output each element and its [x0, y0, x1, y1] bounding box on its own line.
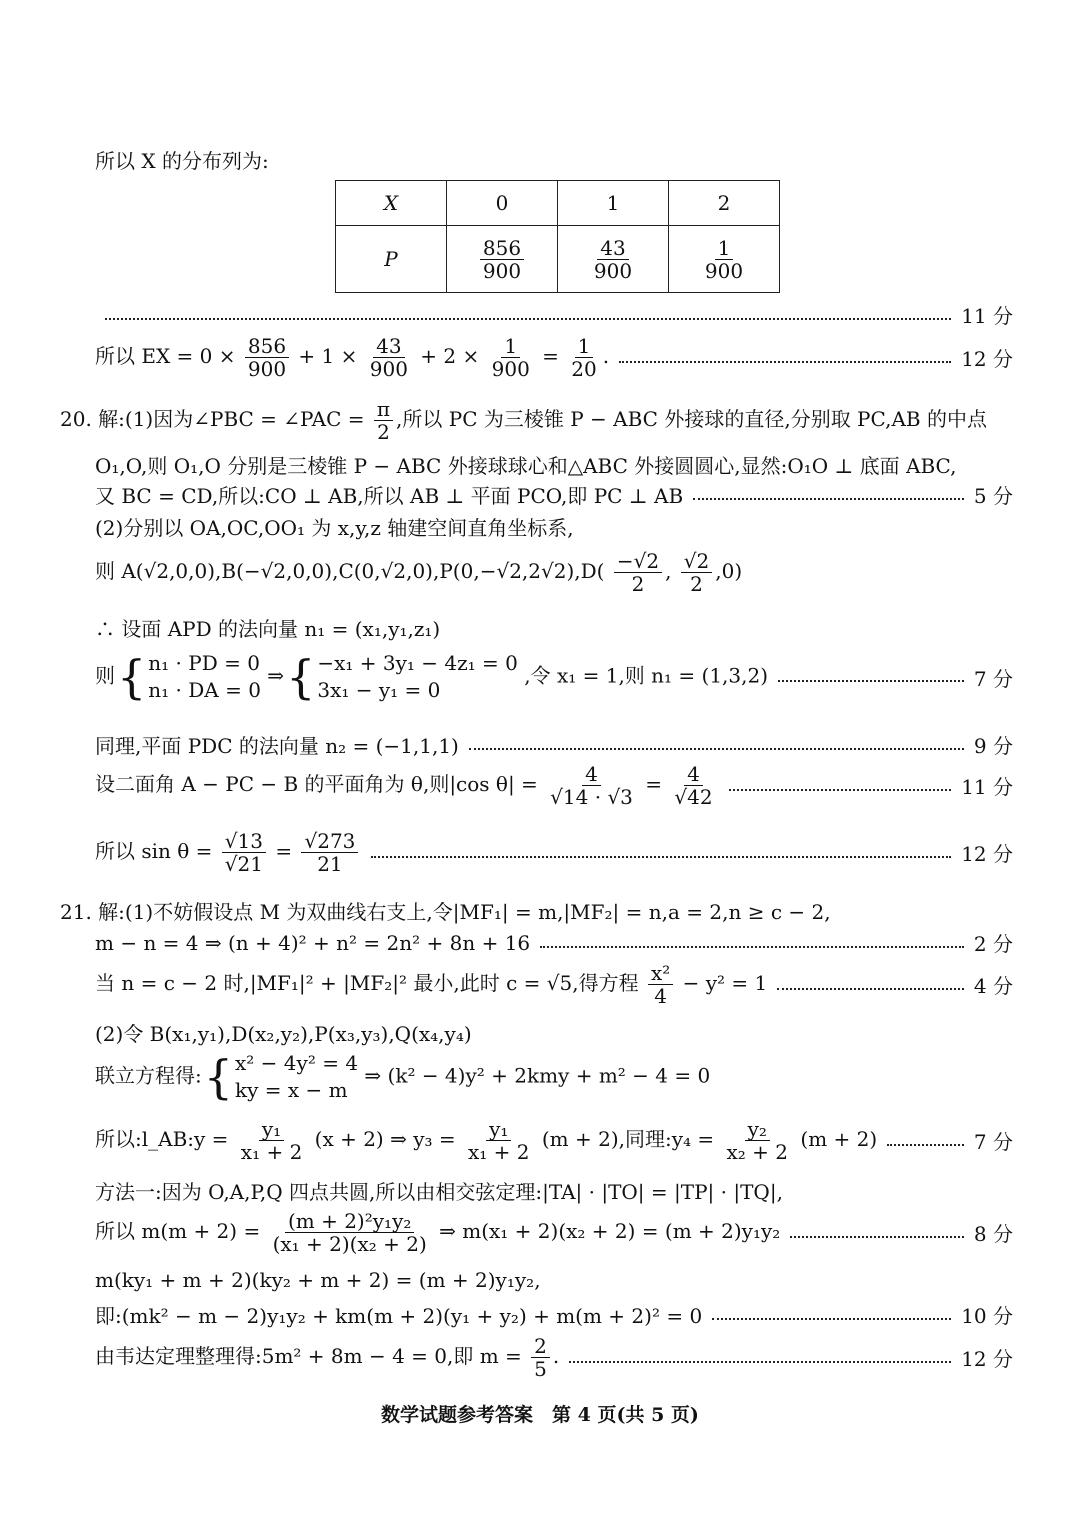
fraction — [270, 1210, 430, 1255]
q21-line-9 — [95, 1268, 1013, 1292]
denominator: 2 — [377, 420, 390, 444]
q21-line-3 — [95, 962, 1013, 1007]
text-segment: ,所以 PC 为三棱锥 P − ABC 外接球的直径,分别取 PC,AB 的中点 — [396, 407, 987, 431]
score-label: 9 分 — [973, 734, 1013, 758]
text-segment: ∴ 设面 APD 的法向量 n₁ = (x₁,y₁,z₁) — [95, 617, 441, 641]
text-segment: 21. 解:(1)不妨假设点 M 为双曲线右支上,令|MF₁| = m,|MF₂| = n,a = 2,n ≥ c − 2, — [60, 900, 831, 924]
q20-line-2 — [95, 450, 1013, 479]
score-label: 4 分 — [973, 974, 1013, 998]
equation-system — [235, 1050, 358, 1104]
fraction — [531, 1335, 550, 1380]
fraction — [238, 1118, 306, 1163]
text-segment: ⇒ (k² − 4)y² + 2kmy + m² − 4 = 0 — [364, 1063, 711, 1088]
denominator: 900 — [369, 357, 408, 381]
table-cell: 2 — [669, 181, 780, 226]
score-label: 7 分 — [973, 666, 1013, 691]
text-segment: 联立方程得: — [95, 1063, 202, 1088]
page-footer: 数学试题参考答案 第 4 页(共 5 页) — [381, 1404, 699, 1426]
table-cell — [669, 226, 780, 293]
leader-dots — [469, 748, 964, 750]
leader-dots — [619, 361, 951, 363]
denominator: √42 — [674, 785, 713, 809]
leader-dots — [712, 1318, 951, 1320]
numerator: 4 — [684, 763, 703, 786]
text-segment: 由韦达定理整理得:5m² + 8m − 4 = 0,即 m = — [95, 1344, 522, 1368]
denominator: (x₁ + 2)(x₂ + 2) — [272, 1232, 427, 1256]
vieta-eq — [95, 1335, 559, 1380]
text-segment: ,令 x₁ = 1,则 n₁ = (1,3,2) — [524, 663, 769, 688]
leader-dots — [887, 1144, 964, 1146]
q20-line-1 — [60, 398, 1013, 443]
fraction — [480, 237, 524, 282]
q20-line-4 — [95, 512, 1013, 541]
line-eq — [95, 1118, 877, 1163]
text-segment: 即:(mk² − m − 2)y₁y₂ + km(m + 2)(y₁ + y₂) + m(m + 2)² = 0 — [95, 1304, 703, 1328]
fraction — [681, 550, 712, 595]
text-segment: 则 A(√2,0,0),B(−√2,0,0),C(0,√2,0),P(0,−√2,2√2),D( — [95, 559, 605, 583]
numerator: 856 — [245, 335, 289, 358]
leader-dots — [105, 318, 951, 320]
leader-dots — [790, 1236, 964, 1238]
text-segment: = — [645, 772, 663, 796]
text-segment: 又 BC = CD,所以:CO ⊥ AB,所以 AB ⊥ 平面 PCO,即 PC ⊥ AB — [95, 484, 684, 508]
text-segment: m(ky₁ + m + 2)(ky₂ + m + 2) = (m + 2)y₁y₂, — [95, 1268, 541, 1292]
fraction — [489, 335, 533, 380]
q20-line-6 — [95, 613, 1013, 642]
ex-term: = — [542, 344, 559, 368]
numerator: y₁ — [259, 1118, 284, 1141]
text-segment: 所以:l_AB:y = — [95, 1127, 229, 1151]
text-segment: (2)分别以 OA,OC,OO₁ 为 x,y,z 轴建空间直角坐标系, — [95, 516, 574, 540]
table-cell: 0 — [447, 181, 558, 226]
numerator: √273 — [301, 830, 358, 853]
denominator: 2 — [631, 572, 645, 596]
leader-dots — [371, 856, 951, 858]
q20-line-5 — [95, 550, 1013, 595]
denominator: √21 — [224, 852, 263, 876]
sin-formula — [95, 830, 361, 875]
denominator: x₂ + 2 — [726, 1140, 789, 1164]
q21-line-11 — [95, 1335, 1013, 1380]
numerator: π — [374, 398, 393, 421]
intro-text: 所以 X 的分布列为: — [95, 149, 269, 173]
text-segment: = — [275, 839, 293, 863]
text-segment: 20. 解:(1)因为∠PBC = ∠PAC = — [60, 407, 365, 431]
chord-eq — [95, 1210, 780, 1255]
text-segment: ⇒ — [267, 663, 285, 688]
numerator: 1 — [715, 237, 734, 260]
fraction — [591, 237, 635, 282]
q21-line-7 — [95, 1176, 1013, 1205]
fraction — [374, 398, 393, 443]
leader-dots — [693, 498, 964, 500]
numerator: 2 — [531, 1335, 550, 1358]
coords: 则 A(√2,0,0),B(−√2,0,0),C(0,√2,0),P(0,−√2,2√2),D( $\frac{-√2}{2}$ , $\frac{√2}{2}$ ,0) — [95, 549, 743, 596]
fraction — [648, 962, 673, 1007]
fraction — [724, 1118, 792, 1163]
fraction — [568, 335, 599, 380]
leader-dots — [778, 680, 964, 682]
text-segment: 方法一:因为 O,A,P,Q 四点共圆,所以由相交弦定理:|TA| · |TO| = |TP| · |TQ|, — [95, 1180, 783, 1204]
text-segment: − y² = 1 — [682, 971, 768, 995]
fraction — [465, 1118, 533, 1163]
leader-dots — [569, 1361, 951, 1363]
fraction — [671, 763, 715, 808]
numerator: 856 — [480, 237, 524, 260]
text-segment: (m + 2) — [800, 1127, 878, 1151]
equation: n₁ · PD = 0 — [148, 651, 260, 675]
score-label: 11 分 — [961, 775, 1013, 799]
fraction — [301, 830, 358, 875]
text-segment: (x + 2) ⇒ y₃ = — [314, 1127, 456, 1151]
denominator: 900 — [247, 357, 287, 381]
q21-line-6 — [95, 1118, 1013, 1163]
denominator: 21 — [317, 852, 343, 876]
denominator: x₁ + 2 — [468, 1140, 530, 1164]
numerator: y₂ — [745, 1118, 770, 1141]
table-cell — [447, 226, 558, 293]
q21-line-8 — [95, 1210, 1013, 1255]
fraction — [245, 335, 289, 380]
ex-term: + 2 × — [420, 344, 480, 368]
joint-equations — [95, 1050, 710, 1104]
score-label: 8 分 — [973, 1222, 1013, 1246]
q20-text — [60, 398, 987, 443]
hyperbola-eq — [95, 962, 767, 1007]
equation: −x₁ + 3y₁ − 4z₁ = 0 — [317, 651, 518, 675]
denominator: 4 — [654, 984, 667, 1008]
text-segment: (2)令 B(x₁,y₁),D(x₂,y₂),P(x₃,y₃),Q(x₄,y₄) — [95, 1022, 472, 1046]
text-segment: 则 — [95, 663, 115, 688]
left-brace: { — [286, 650, 316, 704]
text-segment: 当 n = c − 2 时,|MF₁|² + |MF₂|² 最小,此时 c = √5,得方程 — [95, 971, 639, 995]
score-label: 2 分 — [973, 932, 1013, 956]
numerator: 43 — [373, 335, 404, 358]
denominator: 900 — [482, 258, 522, 283]
ex-formula — [95, 335, 609, 380]
left-brace: { — [117, 650, 147, 704]
q20-line-7 — [95, 650, 1013, 704]
q21-line-5 — [95, 1050, 1013, 1104]
text-segment: . — [552, 1344, 560, 1368]
text-segment: 所以 m(m + 2) = — [95, 1219, 261, 1243]
leader-dots — [540, 946, 964, 948]
numerator: 4 — [582, 763, 601, 786]
text-segment: m − n = 4 ⇒ (n + 4)² + n² = 2n² + 8n + 16 — [95, 930, 531, 955]
score-label: 12 分 — [961, 842, 1013, 866]
score-line — [105, 300, 1013, 329]
ex-line — [95, 335, 1013, 380]
text-segment: 所以 sin θ = — [95, 839, 213, 863]
score-label: 5 分 — [973, 484, 1013, 508]
text-segment: ,0) — [715, 559, 743, 583]
q21-line-2 — [95, 928, 1013, 957]
denominator: 900 — [704, 258, 744, 283]
denominator: x₁ + 2 — [240, 1140, 303, 1164]
system-equations — [95, 650, 768, 704]
q21-line-1 — [60, 896, 1013, 925]
equation: x² − 4y² = 4 — [235, 1051, 359, 1075]
denominator: 900 — [593, 258, 633, 283]
fraction — [702, 237, 746, 282]
text-segment: ⇒ m(x₁ + 2)(x₂ + 2) = (m + 2)y₁y₂ — [439, 1219, 781, 1243]
ex-term: + 1 × — [298, 344, 358, 368]
equation: ky = x − m — [235, 1078, 348, 1102]
table-cell — [558, 226, 669, 293]
text-segment: 设二面角 A − PC − B 的平面角为 θ,则|cos θ| = — [95, 772, 538, 796]
denominator: 20 — [571, 357, 597, 381]
text-segment: (m + 2),同理:y₄ = — [541, 1127, 715, 1151]
table-cell: 1 — [558, 181, 669, 226]
equation: n₁ · DA = 0 — [148, 678, 261, 702]
denominator: 5 — [534, 1357, 547, 1381]
numerator: √13 — [222, 830, 266, 853]
fraction — [547, 763, 636, 808]
equation: 3x₁ − y₁ = 0 — [317, 678, 441, 702]
numerator: 1 — [501, 335, 520, 358]
leader-dots — [777, 988, 964, 990]
denominator: 900 — [491, 357, 530, 381]
denominator: 2 — [690, 572, 703, 596]
numerator: √2 — [681, 550, 712, 573]
table-cell: P — [336, 226, 447, 293]
intro-line — [95, 145, 1013, 174]
numerator: (m + 2)²y₁y₂ — [285, 1210, 414, 1233]
numerator: x² — [648, 962, 673, 985]
leader-dots — [729, 789, 952, 791]
q20-line-10 — [95, 830, 1013, 875]
text-segment: O₁,O,则 O₁,O 分别是三棱锥 P − ABC 外接球球心和△ABC 外接圆圆心,显然:O₁O ⊥ 底面 ABC, — [95, 454, 957, 478]
q20-line-8 — [95, 730, 1013, 759]
score-label: 12 分 — [961, 1347, 1013, 1371]
numerator: −√2 — [614, 550, 662, 573]
table-cell: X — [336, 181, 447, 226]
numerator: y₁ — [486, 1118, 511, 1141]
equation-system — [317, 650, 518, 704]
fraction — [367, 335, 411, 380]
equation-system — [148, 650, 261, 704]
q20-line-3 — [95, 480, 1013, 509]
fraction — [222, 830, 266, 875]
score-label: 10 分 — [961, 1304, 1013, 1328]
score-label: 7 分 — [973, 1130, 1013, 1154]
distribution-table — [335, 180, 780, 293]
numerator: 43 — [597, 237, 628, 260]
fraction — [614, 550, 662, 595]
numerator: 1 — [575, 335, 594, 358]
score-label: 12 分 — [961, 347, 1013, 371]
left-brace: { — [203, 1050, 234, 1104]
cos-formula — [95, 763, 719, 808]
ex-prefix: 所以 EX = 0 × — [95, 344, 236, 368]
text-segment: 同理,平面 PDC 的法向量 n₂ = (−1,1,1) — [95, 734, 459, 758]
table-row — [336, 181, 780, 226]
denominator: √14 · √3 — [550, 785, 633, 809]
q21-line-10 — [95, 1300, 1013, 1329]
score-label: 11 分 — [961, 304, 1013, 328]
ex-end: . — [602, 344, 610, 368]
q21-line-4 — [95, 1018, 1013, 1047]
table-row — [336, 226, 780, 293]
q20-line-9 — [95, 763, 1013, 808]
